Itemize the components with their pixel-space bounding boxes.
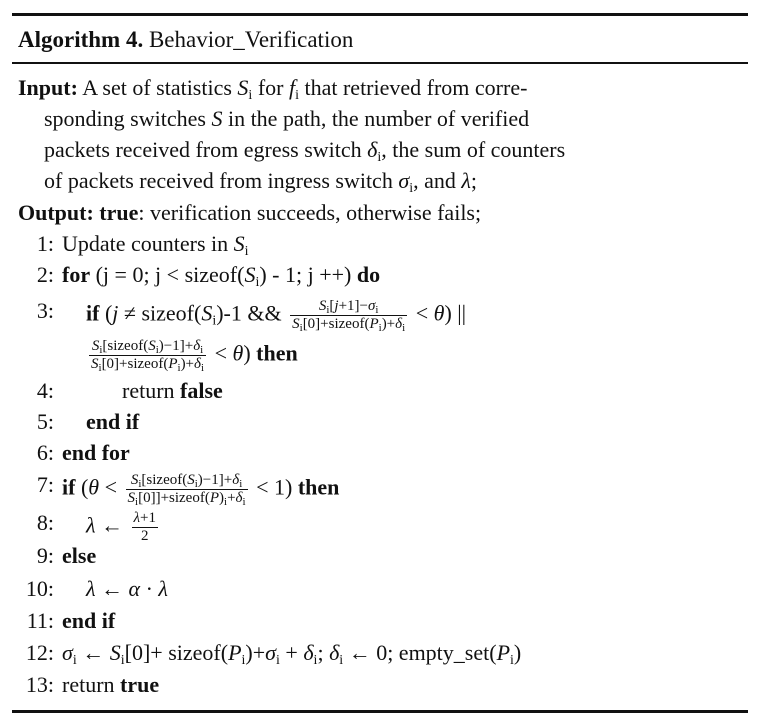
text: sponding switches <box>44 106 212 131</box>
text: ; <box>317 640 330 665</box>
text: ) || <box>444 300 467 326</box>
math-symbol: S <box>187 472 195 488</box>
text: +1 <box>140 510 156 526</box>
text: in the path, the number of verified <box>222 106 530 131</box>
line-number: 7: <box>36 472 54 497</box>
text: ← <box>95 512 129 538</box>
algorithm-name: Behavior_Verification <box>148 27 354 52</box>
line-number: 4: <box>36 378 54 403</box>
math-symbol: σ <box>265 640 276 665</box>
text: · <box>140 576 159 601</box>
math-symbol: S <box>211 106 223 131</box>
line-number: 5: <box>36 409 54 434</box>
algorithm-line <box>62 231 249 257</box>
algorithm-line <box>122 378 223 404</box>
text: Update counters in <box>62 231 234 256</box>
text: < <box>209 340 233 366</box>
text: ) <box>219 490 225 506</box>
text: )-1 && <box>216 300 288 326</box>
text: [0]+sizeof( <box>101 356 169 372</box>
subscript: i <box>72 653 77 668</box>
numerator <box>89 338 206 356</box>
text: < 1) <box>250 474 298 500</box>
line-number: 13: <box>25 672 54 697</box>
text: ) <box>513 640 522 665</box>
math-symbol: P <box>168 356 178 372</box>
subscript: i <box>244 244 249 259</box>
line-number: 2: <box>36 262 54 287</box>
math-symbol: P <box>496 640 511 665</box>
subscript: i <box>255 275 260 290</box>
algorithm-line <box>18 200 481 226</box>
line-number: 8: <box>36 510 54 535</box>
keyword: if <box>86 300 100 326</box>
text: )+ <box>180 356 195 372</box>
subscript: i <box>276 653 280 668</box>
algorithm-line <box>86 298 466 333</box>
math-symbol: δ <box>367 137 378 162</box>
text: : verification succeeds, otherwise fails; <box>138 200 482 225</box>
subscript: i <box>313 653 318 668</box>
text: ( <box>75 474 89 500</box>
math-symbol: δ <box>395 316 403 332</box>
text: 2 <box>141 528 149 544</box>
line-number: 11: <box>26 608 54 633</box>
subscript: i <box>299 322 303 334</box>
math-symbol: S <box>148 338 156 354</box>
keyword: if <box>62 474 76 500</box>
keyword: then <box>297 474 340 500</box>
math-symbol: S <box>318 298 327 314</box>
subscript: i <box>224 496 228 508</box>
math-symbol: S <box>127 490 136 506</box>
line-number: 9: <box>36 543 54 568</box>
text: < <box>99 474 123 500</box>
subscript: i <box>239 478 243 490</box>
denominator <box>132 528 158 545</box>
fraction <box>126 472 248 507</box>
numerator <box>126 472 248 490</box>
math-symbol: δ <box>235 490 243 506</box>
math-symbol: f <box>288 75 296 100</box>
math-symbol: S <box>130 472 139 488</box>
math-symbol: σ <box>62 640 73 665</box>
math-symbol: λ <box>158 576 168 601</box>
top-rule <box>12 13 748 16</box>
subscript: i <box>212 313 217 329</box>
math-symbol: j <box>334 298 339 314</box>
subscript: i <box>194 478 198 490</box>
keyword: true <box>120 672 160 697</box>
text: + <box>279 640 304 665</box>
subscript: i <box>339 653 344 668</box>
math-symbol: λ <box>86 512 96 538</box>
algorithm-label: Algorithm 4. <box>18 27 144 52</box>
line-number: 12: <box>25 640 54 665</box>
math-symbol: S <box>201 300 213 326</box>
text: return <box>62 672 121 697</box>
text: packets received from egress switch <box>44 137 368 162</box>
algorithm-line <box>86 576 168 602</box>
subscript: i <box>510 653 514 668</box>
denominator <box>126 490 248 507</box>
keyword: end if <box>86 409 140 434</box>
algorithm-line <box>62 543 96 569</box>
subscript: i <box>326 304 330 316</box>
subscript: i <box>138 478 142 490</box>
math-symbol: θ <box>88 474 100 500</box>
math-symbol: θ <box>232 340 244 366</box>
numerator <box>290 298 407 316</box>
text: [0]]+sizeof( <box>138 490 210 506</box>
algorithm-line <box>86 338 298 373</box>
algorithm-line <box>86 409 139 435</box>
keyword: Input: <box>18 75 78 100</box>
text: [sizeof( <box>141 472 188 488</box>
text: ← <box>76 640 110 665</box>
algorithm-line <box>44 137 565 163</box>
math-symbol: δ <box>193 338 201 354</box>
text: [ <box>329 298 335 314</box>
algorithm-line <box>62 262 380 288</box>
keyword: Output: true <box>18 200 139 225</box>
fraction <box>89 338 206 373</box>
keyword: for <box>62 262 91 287</box>
math-symbol: P <box>369 316 379 332</box>
text: )−1]+ <box>158 338 194 354</box>
keyword: end for <box>62 440 130 465</box>
subscript: i <box>409 181 414 196</box>
math-symbol: S <box>91 356 99 372</box>
math-symbol: λ <box>86 576 96 601</box>
keyword: else <box>62 543 97 568</box>
text: [0]+ sizeof( <box>124 640 229 665</box>
text: that retrieved from corre- <box>298 75 528 100</box>
fraction <box>132 510 158 545</box>
text: [sizeof( <box>102 338 149 354</box>
algorithm-line <box>62 672 159 698</box>
math-symbol: P <box>228 640 242 665</box>
subscript: i <box>99 344 103 356</box>
keyword: false <box>180 378 223 403</box>
math-symbol: δ <box>303 640 314 665</box>
text: ← <box>95 576 129 601</box>
line-number: 3: <box>36 298 54 323</box>
math-symbol: α <box>128 576 141 601</box>
bottom-rule <box>12 710 748 713</box>
text: ; <box>470 168 477 193</box>
text: (j = 0; j < sizeof( <box>90 262 245 287</box>
math-symbol: S <box>292 316 300 332</box>
algorithm-line <box>62 472 339 507</box>
text: of packets received from ingress switch <box>44 168 399 193</box>
denominator <box>290 316 407 333</box>
text: ← 0; empty_set( <box>343 640 497 665</box>
subscript: i <box>177 362 181 374</box>
line-number: 1: <box>36 231 54 256</box>
text: +1]− <box>338 298 368 314</box>
algorithm-line <box>86 510 161 545</box>
text: return <box>122 378 181 403</box>
fraction <box>290 298 407 333</box>
subscript: i <box>98 362 102 374</box>
subscript: i <box>241 653 246 668</box>
text: ) - 1; j ++) <box>259 262 357 287</box>
keyword: then <box>256 340 298 366</box>
math-symbol: δ <box>232 472 240 488</box>
algorithm-line <box>62 440 130 466</box>
math-symbol: θ <box>433 300 445 326</box>
text: < <box>410 300 434 326</box>
text: )+ <box>245 640 266 665</box>
text: , and <box>413 168 462 193</box>
text: )+ <box>381 316 396 332</box>
text: ≠ sizeof( <box>118 300 202 326</box>
math-symbol: j <box>112 300 119 326</box>
algorithm-line <box>62 608 115 634</box>
algorithm-line <box>62 640 521 666</box>
subscript: i <box>248 88 253 103</box>
math-symbol: σ <box>398 168 410 193</box>
algorithm-title <box>18 27 353 53</box>
keyword: end if <box>62 608 116 633</box>
line-number: 6: <box>36 440 54 465</box>
line-number: 10: <box>25 576 54 601</box>
subscript: i <box>242 496 246 508</box>
math-symbol: λ <box>461 168 471 193</box>
text: , the sum of counters <box>381 137 566 162</box>
text: ( <box>99 300 113 326</box>
text: ) <box>243 340 257 366</box>
text: )−1]+ <box>197 472 233 488</box>
subscript: i <box>295 88 299 103</box>
subscript: i <box>402 322 406 334</box>
text: + <box>227 490 236 506</box>
numerator <box>132 510 158 528</box>
math-symbol: λ <box>133 510 141 526</box>
math-symbol: δ <box>329 640 340 665</box>
algorithm-line <box>44 106 529 132</box>
algorithm-line <box>18 75 527 101</box>
subscript: i <box>375 304 379 316</box>
math-symbol: S <box>244 262 256 287</box>
title-rule <box>12 62 748 64</box>
math-symbol: S <box>109 640 121 665</box>
algorithm-line <box>44 168 477 194</box>
subscript: i <box>378 322 382 334</box>
subscript: i <box>201 362 205 374</box>
subscript: i <box>200 344 204 356</box>
keyword: do <box>356 262 381 287</box>
subscript: i <box>377 150 382 165</box>
text: for <box>252 75 289 100</box>
subscript: i <box>120 653 125 668</box>
math-symbol: P <box>209 490 220 506</box>
math-symbol: S <box>237 75 249 100</box>
subscript: i <box>155 344 159 356</box>
math-symbol: δ <box>194 356 202 372</box>
text: A set of statistics <box>77 75 238 100</box>
math-symbol: S <box>91 338 100 354</box>
math-symbol: S <box>233 231 245 256</box>
text: [0]+sizeof( <box>302 316 370 332</box>
denominator <box>89 356 206 373</box>
math-symbol: σ <box>368 298 376 314</box>
subscript: i <box>135 496 139 508</box>
